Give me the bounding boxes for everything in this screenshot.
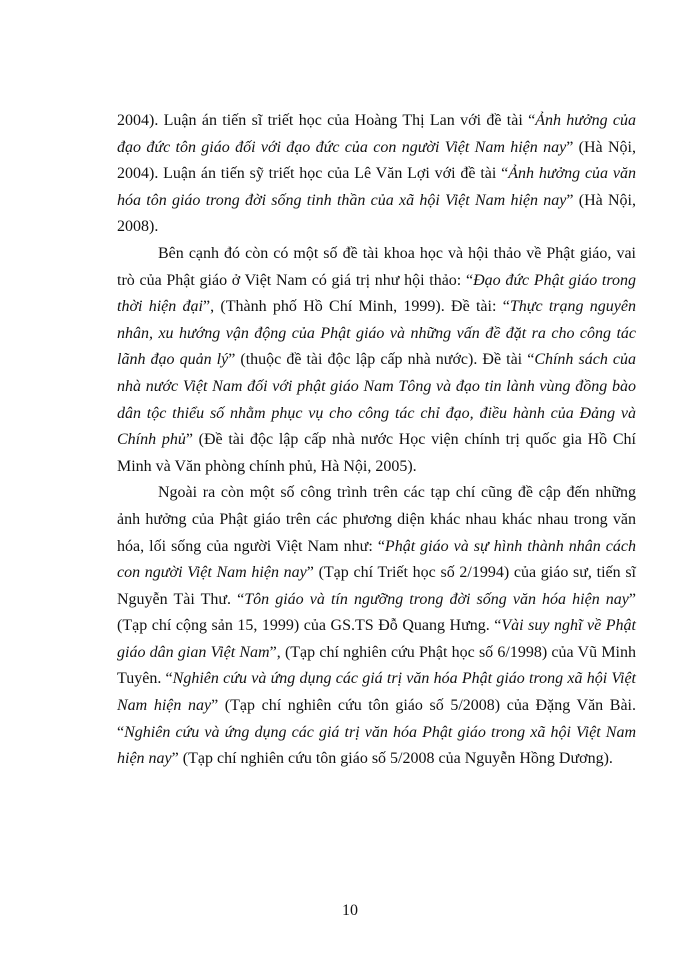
paragraph-2 [117, 241, 636, 480]
text-run: Bên cạnh đó còn có một số đề tài khoa học và hội thảo về Phật giáo, vai trò của Phật giáo ở Việt Nam có giá trị như hội thảo: “ [117, 244, 636, 289]
paragraph-1 [117, 108, 636, 241]
text-run: ” (Hà Nội, 2004). Luận án tiến sỹ triết học của Lê Văn Lợi với đề tài “ [117, 138, 636, 183]
text-run: Ngoài ra còn một số công trình trên các tạp chí cũng đề cập đến những ảnh hưởng của Phật giáo trên các phương diện khác nhau khác nhau trong văn hóa, lối sống của người Việt Nam như: “ [117, 484, 636, 555]
text-run: ” (Tạp chí Triết học số 2/1994) của giáo sư, tiến sĩ Nguyễn Tài Thư. “ [117, 564, 637, 608]
cited-title: Phật giáo và sự hình thành nhân cách con người Việt Nam hiện nay [117, 537, 636, 582]
cited-title: Tôn giáo và tín ngưỡng trong đời sống văn hóa hiện nay [244, 590, 629, 608]
cited-title: Chính sách của nhà nước Việt Nam đối với phật giáo Nam Tông và đạo tin lành vùng đồng bào dân tộc thiểu số nhằm phục vụ cho công tác chỉ đạo, điều hành của Đảng và Chính phủ [117, 351, 636, 449]
text-run: ” (Hà Nội, 2008). [117, 191, 636, 236]
cited-title: Nghiên cứu và ứng dụng các giá trị văn hóa Phật giáo trong xã hội Việt Nam hiện nay [117, 670, 637, 715]
text-run: ” (Tạp chí nghiên cứu tôn giáo số 5/2008) của Đặng Văn Bài. “ [117, 697, 637, 741]
text-run: 2004). Luận án tiến sĩ triết học của Hoàng Thị Lan với đề tài “ [117, 112, 536, 129]
text-run: ” (Tạp chí nghiên cứu tôn giáo số 5/2008 của Nguyễn Hồng Dương). [171, 750, 613, 768]
cited-title: Nghiên cứu và ứng dụng các giá trị văn hóa Phật giáo trong xã hội Việt Nam hiện nay [117, 723, 636, 768]
cited-title: Vài suy nghĩ về Phật giáo dân gian Việt Nam [117, 617, 636, 661]
cited-title: Đạo đức Phật giáo trong thời hiện đại [117, 271, 637, 316]
text-run: ” (thuộc đề tài độc lập cấp nhà nước). Đề tài “ [228, 351, 535, 369]
page-number: 10 [342, 902, 358, 919]
body-text [117, 108, 636, 773]
cited-title: Thực trạng nguyên nhân, xu hướng vận động của Phật giáo và những vấn đề đặt ra cho công tác lãnh đạo quản lý [117, 298, 637, 369]
text-run: ” (Tạp chí cộng sản 15, 1999) của GS.TS Đỗ Quang Hưng. “ [117, 590, 637, 635]
cited-title: Ảnh hưởng của văn hóa tôn giáo trong đời sống tinh thần của xã hội Việt Nam hiện nay [117, 165, 636, 209]
text-run: ” (Đề tài độc lập cấp nhà nước Học viện chính trị quốc gia Hồ Chí Minh và Văn phòng chính phủ, Hà Nội, 2005). [117, 431, 636, 475]
text-run: ”, (Tạp chí nghiên cứu Phật học số 6/1998) của Vũ Minh Tuyên. “ [117, 643, 637, 688]
text-run: ”, (Thành phố Hồ Chí Minh, 1999). Đề tài: “ [203, 298, 510, 316]
cited-title: Ảnh hưởng của đạo đức tôn giáo đối với đạo đức của con người Việt Nam hiện nay [117, 112, 636, 156]
paragraph-3 [117, 480, 636, 773]
